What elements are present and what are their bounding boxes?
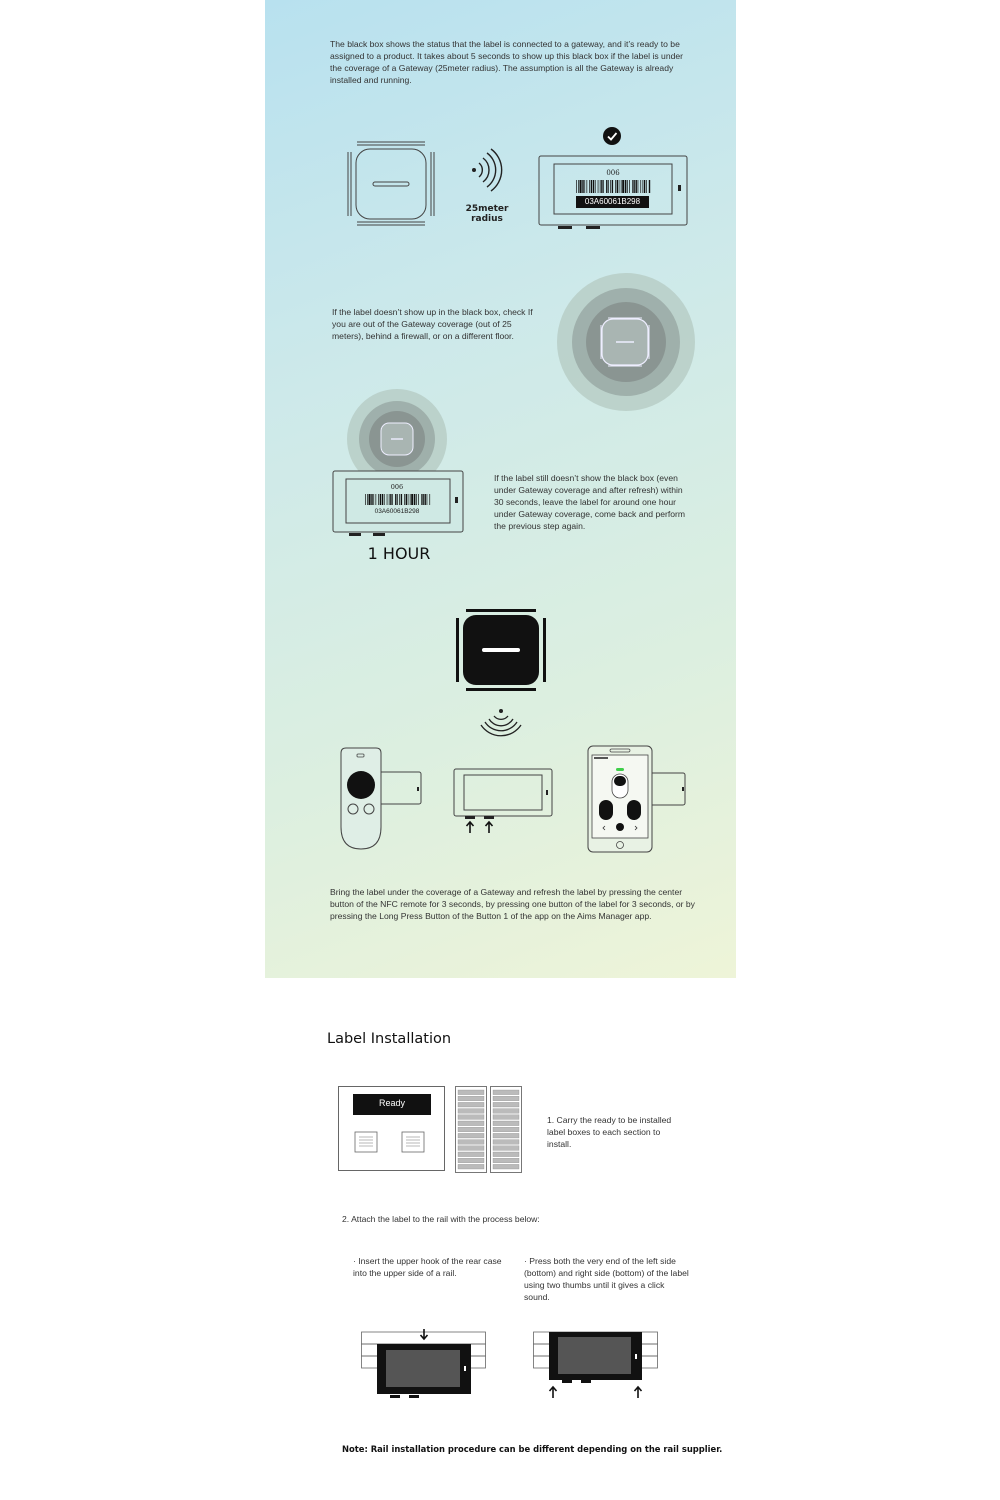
aims-manager-app-illustration xyxy=(587,745,689,855)
label-barcode-code: 03A60061B298 xyxy=(584,197,641,206)
refresh-paragraph: Bring the label under the coverage of a Gateway and refresh the label by pressing the center button of the NFC remote for 3 seconds, by pressing one button of the label for 3 seconds, or by pressing the Long Press Button of the Button 1 of the app on the Aims Manager app. xyxy=(330,887,695,921)
gateway-active-illustration xyxy=(455,607,547,693)
section-title: Label Installation xyxy=(327,1031,452,1047)
check-icon xyxy=(603,127,621,145)
intro-paragraph: The black box shows the status that the label is connected to a gateway, and it’s ready to be assigned to a product. It takes about 5 seconds to show up this black box if the label is under the coverage of a Gateway (25meter radius). The assumption is all the Gateway is already installed and running. xyxy=(330,39,684,85)
rail-hook-illustration xyxy=(361,1326,487,1400)
rail-note: Note: Rail installation procedure can be different depending on the rail supplier. xyxy=(342,1444,723,1454)
label-number: 006 xyxy=(606,169,620,177)
wireless-signal-icon xyxy=(470,150,506,190)
wait-paragraph: If the label still doesn’t show the black box (even under Gateway coverage and after refresh) within 30 seconds, leave the label for around one hour under Gateway coverage, come back and perform the previous step again. xyxy=(494,473,686,531)
step-2-text: 2. Attach the label to the rail with the process below: xyxy=(342,1214,540,1224)
gateway-coverage-illustration xyxy=(556,273,696,413)
rail-press-illustration xyxy=(533,1330,659,1400)
coverage-check-paragraph: If the label doesn’t show up in the black box, check If you are out of the Gateway coverage (out of 25 meters), behind a firewall, or on a different floor. xyxy=(332,307,533,341)
gateway-device-illustration xyxy=(345,140,440,230)
esl-label-device-small xyxy=(332,470,466,540)
small-label-number: 006 xyxy=(390,483,404,491)
step-1-text: 1. Carry the ready to be installed label boxes to each section to install. xyxy=(547,1115,672,1149)
downward-signal-icon xyxy=(480,707,522,739)
small-label-code: 03A60061B298 xyxy=(374,508,420,515)
bullet-press-click: · Press both the very end of the left side (bottom) and right side (bottom) of the label using two thumbs until it gives a click sound. xyxy=(524,1256,689,1302)
one-hour-label: 1 HOUR xyxy=(367,544,431,563)
ready-badge: Ready xyxy=(378,1098,405,1108)
label-button-press-illustration xyxy=(453,768,555,836)
esl-label-device xyxy=(538,155,690,231)
stacked-labels-illustration xyxy=(455,1086,523,1174)
radius-label: 25meter radius xyxy=(465,204,509,224)
nfc-remote-illustration xyxy=(339,747,424,852)
bullet-insert-hook: · Insert the upper hook of the rear case into the upper side of a rail. xyxy=(353,1256,502,1278)
